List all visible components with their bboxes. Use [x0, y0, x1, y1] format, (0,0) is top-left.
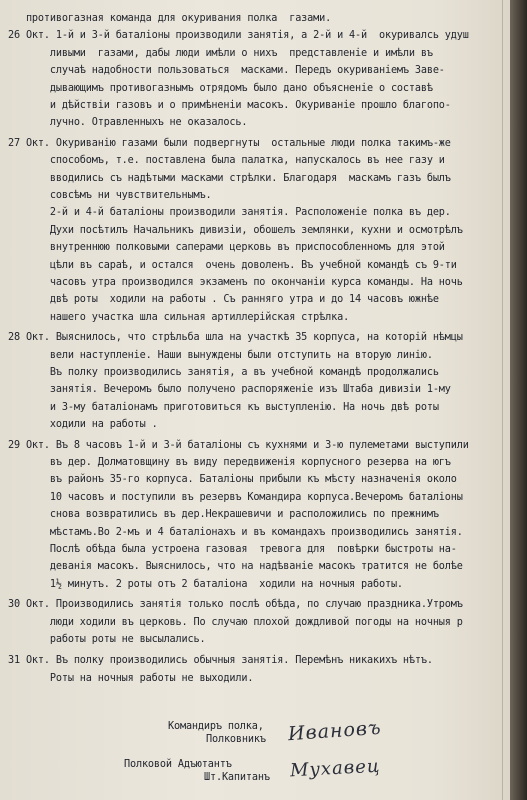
- text-line: 30 Окт. Производились занятія только послѣ обѣда, по случаю праздника.Утромъ: [8, 599, 463, 611]
- text-line: ливыми газами, дабы люди имѣли о нихъ представленіе и имѣли въ: [8, 47, 433, 59]
- text-line: совсѣмъ ни чувствительнымъ.: [8, 190, 212, 201]
- text-line: Духи посѣтилъ Начальникъ дивизіи, обошелъ землянки, кухни и осмотрѣлъ: [8, 224, 463, 236]
- commander-signature: Ивановъ: [287, 716, 383, 746]
- commander-title: Командиръ полка,: [168, 721, 264, 732]
- text-line: въ районъ 35-го корпуса. Баталіоны прибыли къ мѣсту назначенія около: [8, 474, 457, 486]
- text-line: 10 часовъ и поступили въ резервъ Командира корпуса.Вечеромъ баталіоны: [8, 491, 463, 503]
- text-line: мѣстамъ.Во 2-мъ и 4 баталіонахъ и въ командахъ производились занятія.: [8, 526, 463, 538]
- commander-rank: Полковникъ: [206, 734, 266, 745]
- text-line: и дѣйствіи газовъ и о примѣненіи масокъ. Окуриваніе прошло благопо-: [8, 100, 451, 111]
- adjutant-rank: Шт.Капитанъ: [204, 772, 270, 783]
- text-line: способомъ, т.е. поставлена была палатка, напускалось въ нее газу и: [8, 155, 445, 167]
- text-line: нашего участка шла сильная артиллерійская стрѣлка.: [8, 311, 350, 323]
- text-line: 1½ минутъ. 2 роты отъ 2 баталіона ходили на ночныя работы.: [8, 578, 403, 590]
- text-line: работы роты не высылались.: [8, 634, 206, 645]
- text-line: цѣли въ сараѣ, и остался очень доволенъ. Въ учебной командѣ съ 9-ти: [8, 259, 457, 271]
- text-line: 31 Окт. Въ полку производились обычныя занятія. Перемѣнъ никакихъ нѣтъ.: [8, 655, 433, 667]
- text-line: двѣ роты ходили на работы . Съ ранняго утра и до 14 часовъ южнѣе: [8, 294, 439, 306]
- text-line: 29 Окт. Въ 8 часовъ 1-й и 3-й баталіоны съ кухнями и 3-ю пулеметами выступили: [8, 439, 469, 451]
- text-line: внутреннюю полковыми саперами церковь въ приспособленномъ для этой: [8, 242, 445, 254]
- text-line: и 3-му баталіонамъ приготовиться къ выступленію. На ночь двѣ роты: [8, 401, 439, 413]
- text-line: 26 Окт. 1-й и 3-й баталіоны производили занятія, а 2-й и 4-й окуривалсь удуш: [8, 30, 469, 42]
- text-line: Въ полку производились занятія, а въ учебной командѣ продолжались: [8, 367, 439, 378]
- adjutant-title: Полковой Адъютантъ: [124, 759, 232, 770]
- text-line: Роты на ночныя работы не выходили.: [8, 672, 254, 684]
- text-line: люди ходили въ церковь. По случаю плохой дождливой погоды на ночныя р: [8, 616, 463, 628]
- text-line: дывающимъ противогазнымъ отрядомъ было дано объясненіе о составѣ: [8, 82, 433, 94]
- text-line: противогазная команда для окуривания полка газами.: [8, 13, 332, 24]
- text-line: ходили на работы .: [8, 419, 158, 431]
- margin-rule: [502, 0, 503, 800]
- text-line: часовъ утра производился экзаменъ по окончаніи курса команды. На ночь: [8, 277, 463, 288]
- text-line: 28 Окт. Выяснилось, что стрѣльба шла на участкѣ 35 корпуса, на которій нѣмцы: [8, 332, 463, 344]
- text-line: лучно. Отравленныхъ не оказалось.: [8, 117, 248, 129]
- text-line: вели наступленіе. Наши вынуждены были отступить на вторую линію.: [8, 349, 433, 361]
- text-line: 2-й и 4-й баталіоны производили занятія. Расположеніе полка въ дер.: [8, 207, 451, 219]
- page-edge-shadow: [510, 0, 527, 800]
- text-line: деванія масокъ. Выяснилось, что на надѣваніе масокъ тратится не болѣе: [8, 561, 463, 573]
- text-line: вводились съ надѣтыми масками стрѣлки. Благодаря маскамъ газъ былъ: [8, 172, 451, 184]
- text-line: 27 Окт. Окуриванію газами были подвергнуты остальные люди полка такимъ-же: [8, 137, 451, 149]
- text-line: снова возвратились въ дер.Некрашевичи и расположились по прежнимъ: [8, 509, 439, 521]
- text-line: занятія. Вечеромъ было получено распоряженіе изъ Штаба дивизіи 1-му: [8, 384, 451, 396]
- text-line: Послѣ обѣда была устроена газовая тревога для повѣрки быстроты на-: [8, 544, 457, 555]
- adjutant-signature: Мухавец: [289, 755, 381, 782]
- text-line: въ дер. Долматовщину въ виду передвиженія корпусного резерва на югъ: [8, 457, 451, 468]
- text-line: случаѣ надобности пользоваться масками. Передъ окуриваніемъ Заве-: [8, 65, 445, 77]
